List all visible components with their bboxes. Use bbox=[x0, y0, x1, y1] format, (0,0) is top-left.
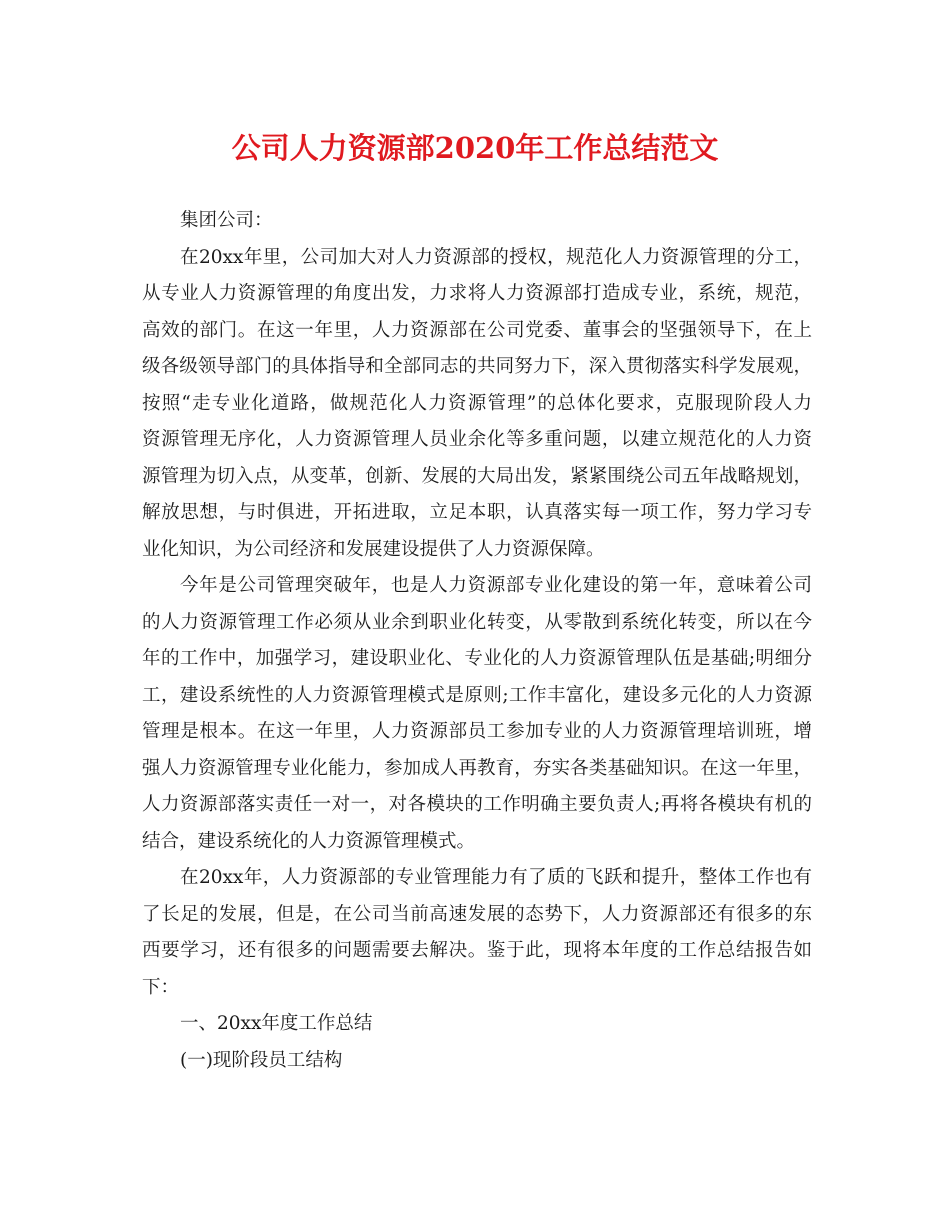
paragraph-line: 资源管理无序化，人力资源管理人员业余化等多重问题，以建立规范化的人力资 bbox=[142, 429, 812, 450]
paragraph-line: 从专业人力资源管理的角度出发，力求将人力资源部打造成专业，系统，规范， bbox=[142, 283, 812, 304]
paragraph-2 bbox=[142, 568, 812, 860]
paragraph-line: 业化知识，为公司经济和发展建设提供了人力资源保障。 bbox=[142, 538, 605, 560]
document-body bbox=[142, 203, 812, 1079]
section-heading-2: (一)现阶段员工结构 bbox=[180, 1049, 343, 1071]
document-title: 公司人力资源部2020年工作总结范文 bbox=[231, 131, 719, 165]
paragraph-line: 人力资源部落实责任一对一，对各模块的工作明确主要负责人;再将各模块有机的 bbox=[142, 794, 812, 815]
paragraph-line: 级各级领导部门的具体指导和全部同志的共同努力下，深入贯彻落实科学发展观， bbox=[142, 356, 812, 377]
paragraph-line: 源管理为切入点，从变革，创新、发展的大局出发，紧紧围绕公司五年战略规划， bbox=[142, 465, 812, 487]
salutation: 集团公司： bbox=[180, 210, 273, 231]
paragraph-line: 在20xx年，人力资源部的专业管理能力有了质的飞跃和提升，整体工作也有 bbox=[180, 867, 812, 888]
paragraph-line: 下： bbox=[142, 976, 180, 998]
paragraph-line: 在20xx年里，公司加大对人力资源部的授权，规范化人力资源管理的分工， bbox=[180, 246, 812, 268]
paragraph-line: 的人力资源管理工作必须从业余到职业化转变，从零散到系统化转变，所以在今 bbox=[142, 611, 812, 633]
paragraph-line: 解放思想，与时俱进，开拓进取，立足本职，认真落实每一项工作，努力学习专 bbox=[142, 502, 812, 523]
paragraph-1 bbox=[142, 240, 812, 569]
paragraph-line: 今年是公司管理突破年，也是人力资源部专业化建设的第一年，意味着公司 bbox=[180, 575, 812, 596]
paragraph-line: 西要学习，还有很多的问题需要去解决。鉴于此，现将本年度的工作总结报告如 bbox=[142, 940, 812, 961]
paragraph-line: 工，建设系统性的人力资源管理模式是原则;工作丰富化，建设多元化的人力资源 bbox=[142, 684, 812, 706]
paragraph-line: 按照“走专业化道路，做规范化人力资源管理”的总体化要求，克服现阶段人力 bbox=[142, 392, 812, 414]
paragraph-line: 了长足的发展，但是，在公司当前高速发展的态势下，人力资源部还有很多的东 bbox=[142, 903, 812, 925]
paragraph-line: 强人力资源管理专业化能力，参加成人再教育，夯实各类基础知识。在这一年里， bbox=[142, 757, 812, 779]
section-heading-1: 一、20xx年度工作总结 bbox=[180, 1013, 373, 1034]
paragraph-line: 高效的部门。在这一年里，人力资源部在公司党委、董事会的坚强领导下，在上 bbox=[142, 319, 812, 341]
paragraph-line: 结合，建设系统化的人力资源管理模式。 bbox=[142, 830, 476, 852]
paragraph-3 bbox=[142, 860, 812, 1006]
paragraph-line: 年的工作中，加强学习，建设职业化、专业化的人力资源管理队伍是基础;明细分 bbox=[142, 648, 812, 669]
paragraph-line: 管理是根本。在这一年里，人力资源部员工参加专业的人力资源管理培训班，增 bbox=[142, 721, 812, 742]
